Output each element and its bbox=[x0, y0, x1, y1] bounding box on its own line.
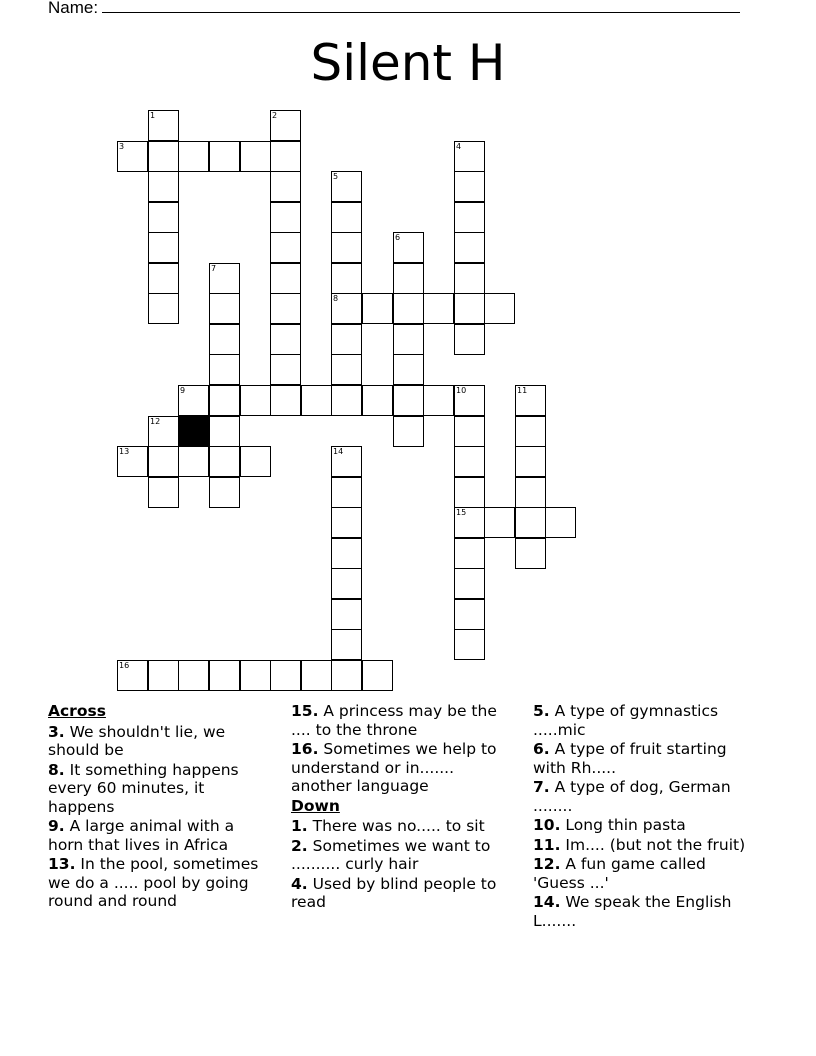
grid-cell[interactable] bbox=[331, 202, 362, 233]
grid-cell[interactable] bbox=[331, 477, 362, 508]
down-clue-4 bbox=[291, 875, 517, 912]
grid-cell[interactable] bbox=[270, 293, 301, 324]
clue-number-label: 5 bbox=[333, 172, 339, 181]
clue-number: 9. bbox=[48, 817, 65, 835]
across-clue-13 bbox=[48, 855, 274, 911]
grid-cell[interactable] bbox=[148, 293, 179, 324]
grid-cell[interactable] bbox=[270, 202, 301, 233]
clue-number: 2. bbox=[291, 836, 308, 855]
grid-cell[interactable] bbox=[362, 660, 393, 691]
down-clue-1 bbox=[291, 817, 517, 836]
clue-number: 16. bbox=[291, 740, 319, 758]
across-clue-9 bbox=[48, 817, 274, 854]
down-clue-12 bbox=[533, 855, 759, 892]
grid-cell[interactable] bbox=[393, 293, 424, 324]
clue-number: 12. bbox=[533, 855, 561, 873]
clue-number-label: 16 bbox=[119, 661, 130, 670]
clue-text: Im.... (but not the fruit) bbox=[565, 835, 746, 854]
clue-number: 5. bbox=[533, 702, 550, 720]
grid-cell[interactable] bbox=[148, 263, 179, 294]
grid-cell[interactable] bbox=[454, 477, 485, 508]
grid-cell[interactable] bbox=[331, 232, 362, 263]
clue-text: Sometimes we want to .......... curly hair bbox=[291, 836, 491, 873]
grid-cell[interactable] bbox=[270, 232, 301, 263]
grid-cell[interactable] bbox=[270, 324, 301, 355]
grid-cell[interactable] bbox=[515, 446, 546, 477]
clue-text: A large animal with a horn that lives in Africa bbox=[48, 817, 235, 854]
down-clue-6 bbox=[533, 740, 759, 777]
grid-cell[interactable] bbox=[515, 416, 546, 447]
clue-number-label: 1 bbox=[150, 111, 156, 120]
clue-number: 6. bbox=[533, 740, 550, 758]
grid-cell[interactable] bbox=[545, 507, 576, 538]
grid-cell[interactable] bbox=[148, 446, 179, 477]
grid-cell[interactable] bbox=[454, 171, 485, 202]
clue-text: Long thin pasta bbox=[565, 816, 686, 834]
grid-cell[interactable] bbox=[178, 660, 209, 691]
grid-cell[interactable] bbox=[515, 507, 546, 538]
grid-cell[interactable] bbox=[454, 446, 485, 477]
grid-cell[interactable] bbox=[178, 141, 209, 172]
grid-cell[interactable] bbox=[362, 293, 393, 324]
grid-cell[interactable] bbox=[331, 354, 362, 385]
clue-number-label: 8 bbox=[333, 294, 339, 303]
grid-cell[interactable] bbox=[270, 385, 301, 416]
grid-cell[interactable] bbox=[454, 416, 485, 447]
clue-number: 13. bbox=[48, 855, 76, 873]
grid-cell[interactable] bbox=[454, 293, 485, 324]
page-title: Silent H bbox=[310, 34, 506, 92]
grid-cell[interactable] bbox=[148, 202, 179, 233]
down-clue-10 bbox=[533, 816, 759, 835]
clue-number-label: 2 bbox=[272, 111, 278, 120]
clue-text: In the pool, sometimes we do a ..... pool by going round and round bbox=[48, 855, 259, 910]
clue-text: A type of fruit starting with Rh..... bbox=[533, 740, 727, 777]
clue-column-3 bbox=[533, 702, 759, 931]
grid-cell[interactable] bbox=[423, 293, 454, 324]
grid-cell[interactable] bbox=[240, 385, 271, 416]
grid-cell[interactable] bbox=[148, 141, 179, 172]
grid-cell[interactable] bbox=[270, 354, 301, 385]
grid-cell[interactable] bbox=[331, 568, 362, 599]
clue-text: A fun game called 'Guess ...' bbox=[533, 855, 706, 892]
grid-cell[interactable] bbox=[515, 477, 546, 508]
grid-cell[interactable] bbox=[454, 568, 485, 599]
clue-number: 10. bbox=[533, 816, 561, 834]
grid-cell[interactable] bbox=[331, 324, 362, 355]
grid-cell[interactable] bbox=[454, 232, 485, 263]
grid-cell[interactable] bbox=[331, 660, 362, 691]
clue-number: 15. bbox=[291, 702, 319, 720]
grid-cell[interactable] bbox=[301, 385, 332, 416]
grid-cell[interactable] bbox=[454, 263, 485, 294]
clue-number: 4. bbox=[291, 874, 308, 893]
clue-column-1 bbox=[48, 702, 274, 912]
clue-text: There was no..... to sit bbox=[312, 817, 485, 835]
grid-cell[interactable] bbox=[209, 324, 240, 355]
clue-number: 1. bbox=[291, 817, 308, 835]
grid-cell[interactable] bbox=[209, 477, 240, 508]
clue-text: It something happens every 60 minutes, it happens bbox=[48, 760, 239, 816]
grid-cell[interactable] bbox=[209, 660, 240, 691]
clue-number: 11. bbox=[533, 835, 561, 854]
clue-text: Sometimes we help to understand or in....... another language bbox=[291, 740, 497, 795]
grid-cell[interactable] bbox=[331, 263, 362, 294]
grid-cell[interactable] bbox=[393, 354, 424, 385]
grid-cell[interactable] bbox=[270, 263, 301, 294]
down-heading: Down bbox=[291, 796, 340, 815]
clue-number: 14. bbox=[533, 893, 561, 911]
grid-cell[interactable] bbox=[240, 660, 271, 691]
grid-cell[interactable] bbox=[209, 446, 240, 477]
clue-text: A type of gymnastics .....mic bbox=[533, 702, 719, 739]
grid-cell[interactable] bbox=[331, 599, 362, 630]
clue-text: Used by blind people to read bbox=[291, 874, 497, 911]
across-clue-16 bbox=[291, 740, 517, 796]
clue-number-label: 13 bbox=[119, 447, 130, 456]
grid-cell[interactable] bbox=[148, 477, 179, 508]
grid-cell[interactable] bbox=[209, 416, 240, 447]
grid-block bbox=[178, 416, 209, 447]
down-clue-2 bbox=[291, 837, 517, 874]
grid-cell[interactable] bbox=[209, 354, 240, 385]
grid-cell[interactable] bbox=[270, 171, 301, 202]
clue-number-label: 9 bbox=[180, 386, 186, 395]
clue-number: 7. bbox=[533, 778, 550, 796]
down-clue-11 bbox=[533, 836, 759, 855]
clue-number: 8. bbox=[48, 760, 65, 779]
down-clue-5 bbox=[533, 702, 759, 739]
across-clue-15 bbox=[291, 702, 517, 739]
grid-cell[interactable] bbox=[209, 141, 240, 172]
clue-text: A princess may be the .... to the throne bbox=[291, 702, 497, 739]
grid-cell[interactable] bbox=[331, 507, 362, 538]
grid-cell[interactable] bbox=[454, 599, 485, 630]
grid-cell[interactable] bbox=[209, 293, 240, 324]
clue-number-label: 6 bbox=[395, 233, 401, 242]
clue-text: We shouldn't lie, we should be bbox=[48, 722, 226, 759]
grid-cell[interactable] bbox=[393, 416, 424, 447]
down-clue-7 bbox=[533, 778, 759, 815]
grid-cell[interactable] bbox=[393, 385, 424, 416]
grid-cell[interactable] bbox=[393, 263, 424, 294]
grid-cell[interactable] bbox=[240, 141, 271, 172]
grid-cell[interactable] bbox=[331, 538, 362, 569]
grid-cell[interactable] bbox=[484, 507, 515, 538]
clue-number-label: 12 bbox=[150, 417, 161, 426]
grid-cell[interactable] bbox=[454, 324, 485, 355]
down-clue-14 bbox=[533, 893, 759, 930]
grid-cell[interactable] bbox=[148, 171, 179, 202]
grid-cell[interactable] bbox=[270, 660, 301, 691]
clue-number-label: 11 bbox=[517, 386, 528, 395]
grid-cell[interactable] bbox=[148, 232, 179, 263]
clue-number-label: 10 bbox=[456, 386, 467, 395]
grid-cell[interactable] bbox=[331, 385, 362, 416]
across-clue-3 bbox=[48, 723, 274, 760]
name-label: Name: bbox=[48, 0, 99, 17]
grid-cell[interactable] bbox=[454, 538, 485, 569]
clue-number-label: 15 bbox=[456, 508, 467, 517]
grid-cell[interactable] bbox=[270, 141, 301, 172]
grid-cell[interactable] bbox=[240, 446, 271, 477]
grid-cell[interactable] bbox=[148, 660, 179, 691]
grid-cell[interactable] bbox=[301, 660, 332, 691]
clue-column-2 bbox=[291, 702, 517, 913]
grid-cell[interactable] bbox=[393, 324, 424, 355]
grid-cell[interactable] bbox=[362, 385, 393, 416]
clue-text: We speak the English L....... bbox=[533, 893, 732, 930]
grid-cell[interactable] bbox=[484, 293, 515, 324]
clue-number-label: 4 bbox=[456, 142, 462, 151]
clue-number-label: 14 bbox=[333, 447, 344, 456]
grid-cell[interactable] bbox=[331, 629, 362, 660]
across-heading: Across bbox=[48, 702, 106, 720]
clue-number-label: 7 bbox=[211, 264, 217, 273]
grid-cell[interactable] bbox=[423, 385, 454, 416]
grid-cell[interactable] bbox=[515, 538, 546, 569]
across-clue-8 bbox=[48, 761, 274, 817]
clue-number-label: 3 bbox=[119, 142, 125, 151]
grid-cell[interactable] bbox=[178, 446, 209, 477]
clue-number: 3. bbox=[48, 722, 65, 741]
grid-cell[interactable] bbox=[454, 629, 485, 660]
grid-cell[interactable] bbox=[454, 202, 485, 233]
grid-cell[interactable] bbox=[209, 385, 240, 416]
clue-text: A type of dog, German ........ bbox=[533, 778, 731, 815]
